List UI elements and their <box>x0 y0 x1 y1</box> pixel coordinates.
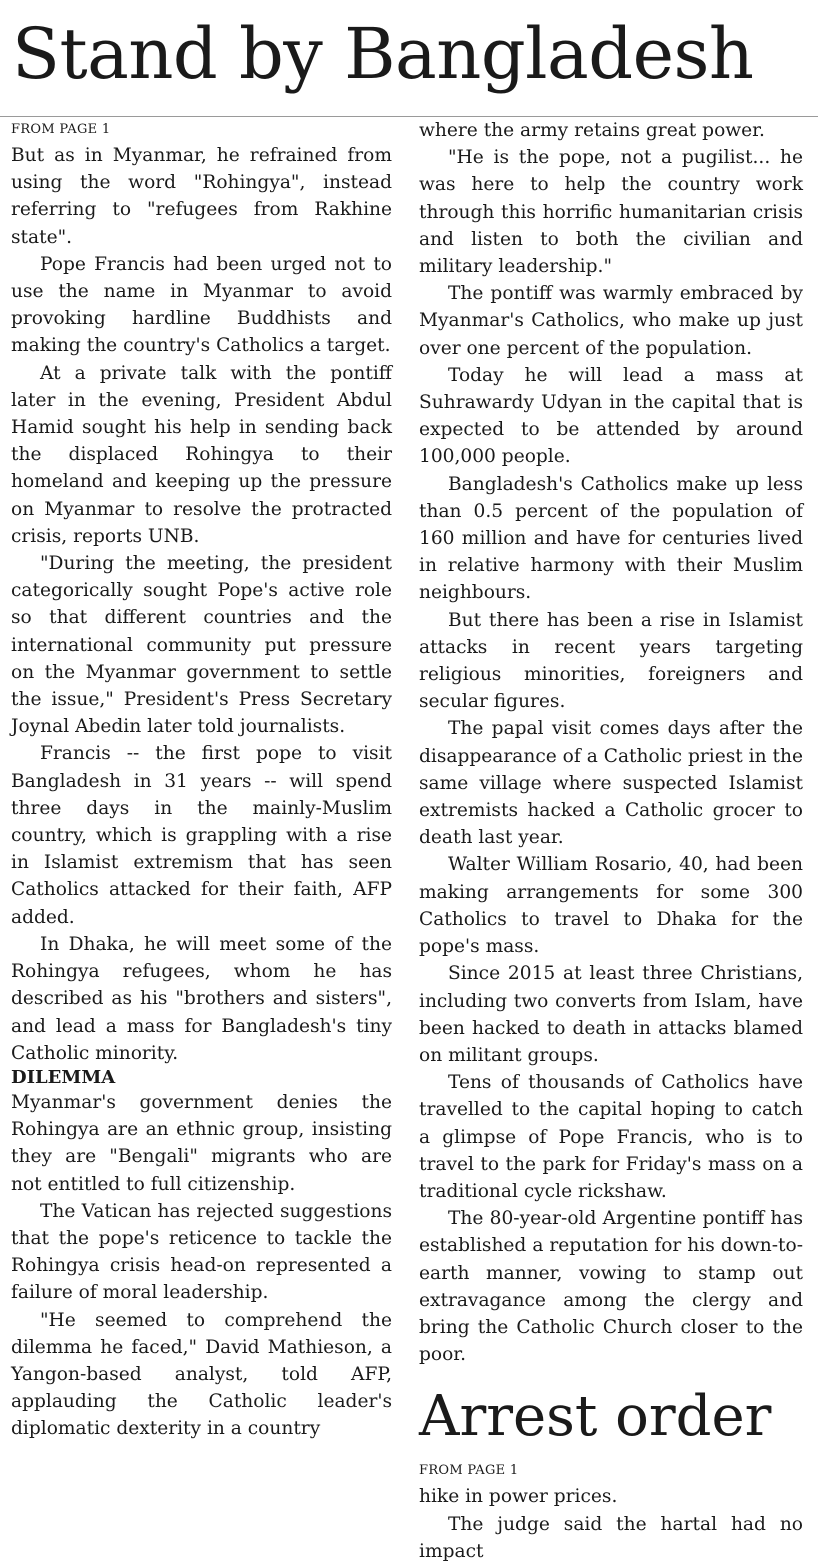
paragraph: Pope Francis had been urged not to use the name in Myanmar to avoid provoking hardline Buddhists and making the country's Catholics a target. <box>11 253 392 357</box>
paragraph: The Vatican has rejected suggestions that the pope's reticence to tackle the Rohingya crisis head-on represented a failure of moral leadership. <box>11 1200 392 1304</box>
paragraph: Francis -- the first pope to visit Bangladesh in 31 years -- will spend three days in the mainly-Muslim country, which is grappling with a rise in Islamist extremism that has seen Catholics attacked for their faith, AFP added. <box>11 743 392 928</box>
paragraph: In Dhaka, he will meet some of the Rohingya refugees, whom he has described as his "brothers and sisters", and lead a mass for Bangladesh's tiny Catholic minority. <box>11 933 392 1064</box>
paragraph: The pontiff was warmly embraced by Myanmar's Catholics, who make up just over one percent of the population. <box>419 283 803 359</box>
paragraph: At a private talk with the pontiff later in the evening, President Abdul Hamid sought his help in sending back the displaced Rohingya to their homeland and keeping up the pressure on Myanmar to resolve the protracted crisis, reports UNB. <box>11 362 392 547</box>
headline: Stand by Bangladesh <box>12 13 754 95</box>
left-column <box>11 117 392 1443</box>
crosshead: DILEMMA <box>11 1066 116 1088</box>
paragraph: hike in power prices. <box>419 1486 618 1508</box>
paragraph: The papal visit comes days after the disappearance of a Catholic priest in the same village where suspected Islamist extremists hacked a Catholic grocer to death last year. <box>419 718 803 849</box>
paragraph: where the army retains great power. <box>419 120 765 141</box>
right-column <box>419 117 803 1565</box>
paragraph: Since 2015 at least three Christians, including two converts from Islam, have been hacked to death in attacks blamed on militant groups. <box>419 963 803 1066</box>
from-page-kicker: FROM PAGE 1 <box>11 122 111 137</box>
paragraph: "He seemed to comprehend the dilemma he faced," David Mathieson, a Yangon-based analyst, told AFP, applauding the Catholic leader's diplomatic dexterity in a country <box>11 1309 392 1440</box>
paragraph: The judge said the hartal had no impact <box>419 1513 803 1562</box>
paragraph: "During the meeting, the president categorically sought Pope's active role so that different countries and the international community put pressure on the Myanmar government to settle the issue," President's Press Secretary Joynal Abedin later told journalists. <box>11 553 392 738</box>
paragraph: Bangladesh's Catholics make up less than 0.5 percent of the population of 160 million and have for centuries lived in relative harmony with their Muslim neighbours. <box>419 473 803 604</box>
paragraph: But as in Myanmar, he refrained from using the word "Rohingya", instead referring to "refugees from Rakhine state". <box>11 145 392 248</box>
paragraph: Myanmar's government denies the Rohingya are an ethnic group, insisting they are "Bengali" migrants who are not entitled to full citizenship. <box>11 1091 392 1195</box>
paragraph: "He is the pope, not a pugilist... he was here to help the country work through this horrific humanitarian crisis and listen to both the civilian and military leadership." <box>419 147 803 278</box>
paragraph: Walter William Rosario, 40, had been making arrangements for some 300 Catholics to travel to Dhaka for the pope's mass. <box>419 854 803 958</box>
from-page-kicker: FROM PAGE 1 <box>419 1463 519 1479</box>
paragraph: Today he will lead a mass at Suhrawardy Udyan in the capital that is expected to be attended by around 100,000 people. <box>419 364 803 468</box>
paragraph: But there has been a rise in Islamist attacks in recent years targeting religious minorities, foreigners and secular figures. <box>419 609 803 713</box>
paragraph: The 80-year-old Argentine pontiff has established a reputation for his down-to-earth manner, vowing to stamp out extravagance among the clergy and bring the Catholic Church closer to the poor. <box>419 1208 803 1366</box>
second-headline: Arrest order <box>419 1384 772 1450</box>
paragraph: Tens of thousands of Catholics have travelled to the capital hoping to catch a glimpse of Pope Francis, who is to travel to the park for Friday's mass on a traditional cycle rickshaw. <box>419 1072 803 1202</box>
